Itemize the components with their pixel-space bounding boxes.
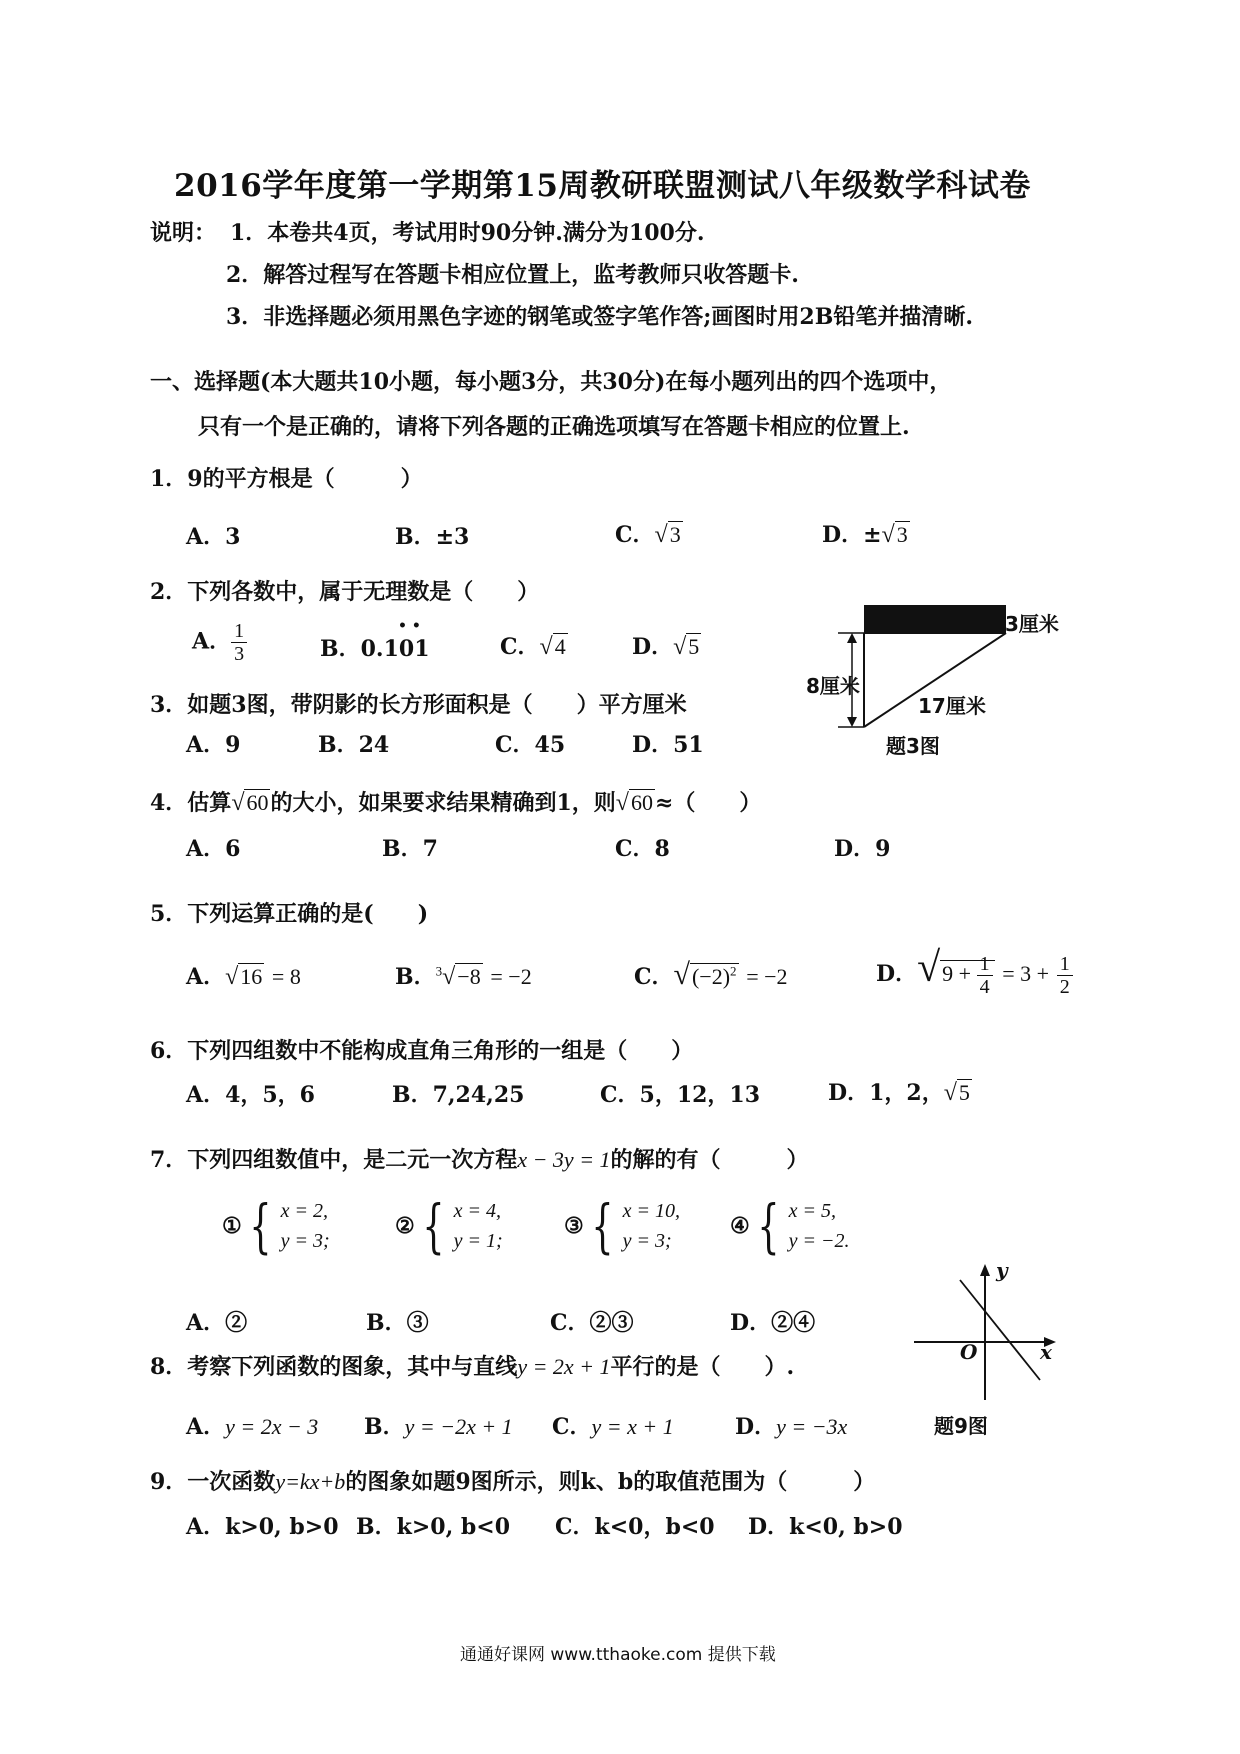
q7-option-d: D．②④	[730, 1310, 816, 1336]
q9-option-d: D．k<0, b>0	[748, 1514, 903, 1540]
figure-9	[910, 1260, 1060, 1410]
fig9-y-label: y	[996, 1258, 1008, 1282]
q3-option-a: A．9	[186, 732, 241, 758]
notes-label: 说明：	[150, 220, 217, 246]
q1-option-a: A．3	[186, 524, 241, 550]
q7-option-a: A．②	[186, 1310, 248, 1336]
q9-option-a: A．k>0, b>0	[186, 1514, 339, 1540]
q9-option-b: B．k>0, b<0	[356, 1514, 511, 1540]
q9-option-c: C．k<0，b<0	[555, 1514, 715, 1540]
q6-option-c: C．5，12，13	[600, 1082, 761, 1108]
q2-option-a: A． $\frac{1}{3}$	[192, 620, 247, 665]
q4-option-a: A．6	[186, 836, 241, 862]
q4-option-c: C．8	[615, 836, 670, 862]
q6-option-a: A．4，5，6	[186, 1082, 315, 1108]
question-1-stem: 1．9的平方根是（ ）	[150, 466, 423, 492]
q8-option-a: A．y = 2x − 3	[186, 1414, 319, 1440]
q4-option-d: D．9	[834, 836, 891, 862]
question-5-stem: 5．下列运算正确的是( )	[150, 901, 429, 927]
footer-source: 通通好课网 www.tthaoke.com 提供下载	[460, 1645, 776, 1665]
q3-option-d: D．51	[632, 732, 704, 758]
question-3-stem: 3．如题3图，带阴影的长方形面积是（ ）平方厘米	[150, 692, 687, 718]
q3-option-c: C．45	[495, 732, 566, 758]
q4-option-b: B．7	[382, 836, 438, 862]
page-title: 2016学年度第一学期第15周教研联盟测试八年级数学科试卷	[174, 168, 1031, 204]
q1-option-b: B．±3	[395, 524, 470, 550]
fig9-x-label: x	[1040, 1340, 1052, 1364]
question-6-stem: 6．下列四组数中不能构成直角三角形的一组是（ ）	[150, 1038, 694, 1064]
q7-system-2: ② { x = 4, y = 1;	[395, 1192, 503, 1260]
fig3-caption: 题3图	[886, 734, 940, 758]
q7-option-b: B．③	[366, 1310, 429, 1336]
fig3-label-left: 8厘米	[806, 674, 860, 698]
q8-option-d: D．y = −3x	[735, 1414, 848, 1440]
question-9-stem: 9．一次函数y=kx+b的图象如题9图所示，则k、b的取值范围为（ ）	[150, 1469, 876, 1495]
q5-option-a: A．√16 = 8	[186, 964, 301, 990]
q7-system-1: ① { x = 2, y = 3;	[222, 1192, 330, 1260]
fig9-origin-label: O	[960, 1340, 978, 1364]
q1-option-d: D．±√3	[822, 522, 908, 548]
q1-option-c: C．√3	[615, 522, 681, 548]
section-1-instruction: 只有一个是正确的，请将下列各题的正确选项填写在答题卡相应的位置上.	[198, 414, 910, 440]
question-2-stem: 2．下列各数中，属于无理数是（ ）	[150, 579, 540, 605]
q6-option-b: B．7,24,25	[392, 1082, 525, 1108]
question-8-stem: 8．考察下列函数的图象，其中与直线y = 2x + 1平行的是（ ）.	[150, 1354, 795, 1380]
q5-option-c: C．$√(-2)^2 = -2$	[634, 958, 788, 991]
fig3-label-top: 3厘米	[1005, 612, 1059, 636]
q2-option-c: C．√4	[500, 634, 566, 660]
q3-option-b: B．24	[318, 732, 390, 758]
q5-option-b: B．$^3$√−8 = −2	[395, 963, 532, 990]
q8-option-c: C．y = x + 1	[552, 1414, 674, 1440]
q6-option-d: D．1，2，√5	[828, 1080, 970, 1106]
shaded-rectangle	[864, 605, 1006, 633]
fig3-label-hypotenuse: 17厘米	[918, 694, 986, 718]
repeating-dots: • •	[398, 618, 421, 634]
function-line	[960, 1280, 1040, 1380]
q7-system-4: ④ { x = 5, y = −2.	[730, 1192, 850, 1260]
section-1-heading: 一、选择题(本大题共10小题，每小题3分，共30分)在每小题列出的四个选项中，	[150, 369, 952, 395]
note-item-1: 1．本卷共4页，考试用时90分钟.满分为100分.	[230, 220, 705, 246]
q7-option-c: C．②③	[550, 1310, 634, 1336]
question-4-stem: 4．估算√60的大小，如果要求结果精确到1，则√60≈（ ）	[150, 790, 762, 816]
q7-system-3: ③ { x = 10, y = 3;	[564, 1192, 681, 1260]
q2-option-d: D．√5	[632, 634, 700, 660]
fig9-caption: 题9图	[934, 1414, 988, 1438]
q2-option-b: B．0.101	[320, 636, 430, 662]
note-item-2: 2．解答过程写在答题卡相应位置上，监考教师只收答题卡.	[226, 262, 799, 288]
q8-option-b: B．y = −2x + 1	[364, 1414, 513, 1440]
q5-option-d: D．√9 + $\frac{1}{4}$ = 3 + $\frac{1}{2}$	[876, 944, 1073, 998]
question-7-stem: 7．下列四组数值中，是二元一次方程x − 3y = 1的解的有（ ）	[150, 1147, 809, 1173]
note-item-3: 3．非选择题必须用黑色字迹的钢笔或签字笔作答;画图时用2B铅笔并描清晰.	[226, 304, 973, 330]
